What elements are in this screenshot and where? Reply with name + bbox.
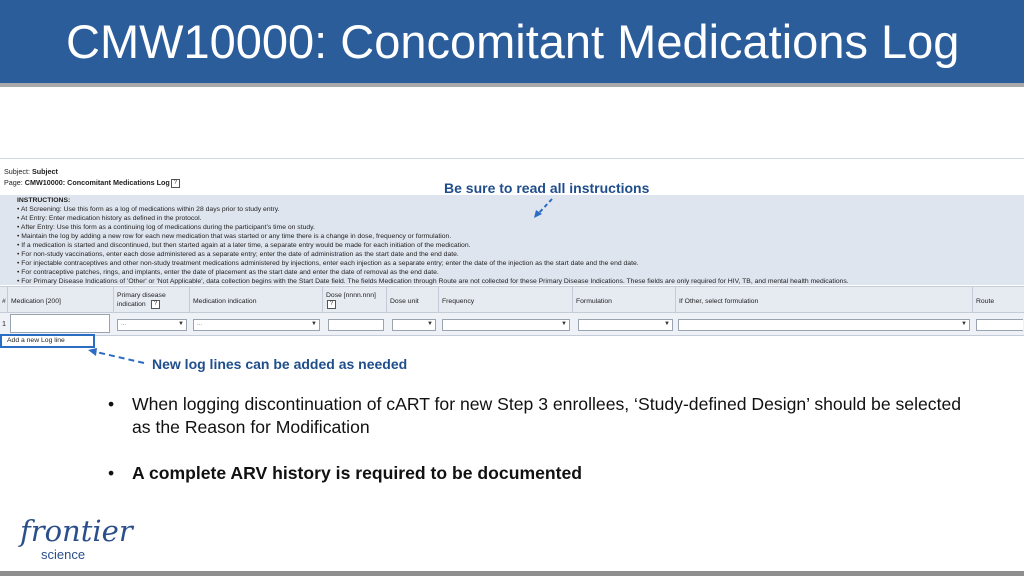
col-dose: Dose [nnnn.nnn] ? <box>322 287 387 312</box>
log-grid-header <box>0 286 1024 312</box>
dose-input[interactable] <box>328 319 384 331</box>
instruction-line: • If a medication is started and discontinued, but then started again at a later time, a separate entry would be made for each initiation of the medication. <box>17 242 471 249</box>
help-icon[interactable]: ? <box>327 300 336 309</box>
instruction-line: • For injectable contraceptives and other non-study treatment medications administered by injections, enter each injection as a separate entry; enter the date of the injection as the start date and the end date. <box>17 260 639 267</box>
col-formulation: Formulation <box>572 287 676 312</box>
page-value: CMW10000: Concomitant Medications Log <box>24 178 170 187</box>
instruction-line: • At Entry: Enter medication history as defined in the protocol. <box>17 215 202 222</box>
col-if-other: If Other, select formulation <box>675 287 973 312</box>
instruction-line: • At Screening: Use this form as a log of medications within 28 days prior to study entry. <box>17 206 280 213</box>
page-label: Page: <box>4 178 23 187</box>
logo-main-text: frontier <box>20 514 133 548</box>
logo-sub-text: science <box>41 547 86 562</box>
col-medication-indication: Medication indication <box>189 287 323 312</box>
col-primary-disease: Primary disease indication ? <box>113 287 190 312</box>
callout-add-lines: New log lines can be added as needed <box>152 356 408 372</box>
slide-title: CMW10000: Concomitant Medications Log <box>66 15 960 68</box>
route-select[interactable] <box>976 319 1023 331</box>
header-divider <box>0 83 1024 87</box>
medication-indication-select[interactable]: ... ▼ <box>193 319 320 331</box>
bullet-dot: • <box>108 394 115 414</box>
col-frequency: Frequency <box>438 287 573 312</box>
frontier-science-logo <box>20 514 133 562</box>
add-log-line-button[interactable]: Add a new Log line <box>0 334 95 348</box>
bullet-text: A complete ARV history is required to be documented <box>132 463 583 483</box>
formulation-select[interactable]: ▼ <box>578 319 673 331</box>
bullet-item <box>108 462 968 485</box>
col-num: # <box>2 298 6 305</box>
dose-unit-select[interactable]: ▼ <box>392 319 436 331</box>
bullet-list <box>108 393 968 485</box>
instructions-heading: INSTRUCTIONS: <box>17 197 71 204</box>
frequency-select[interactable]: ▼ <box>442 319 570 331</box>
footer-divider <box>0 571 1024 576</box>
row-number: 1 <box>2 319 6 328</box>
subject-value: Subject <box>31 167 58 176</box>
help-icon[interactable]: ? <box>151 300 160 309</box>
instruction-line: • After Entry: Use this form as a continuing log of medications during the participant’s time on study. <box>17 224 315 231</box>
log-row <box>0 312 1024 336</box>
instructions-panel <box>0 195 1024 285</box>
callout-read-instructions: Be sure to read all instructions <box>444 180 650 196</box>
divider <box>0 158 1024 159</box>
page-row <box>4 178 180 188</box>
instruction-line: • For contraceptive patches, rings, and implants, enter the date of placement as the start date and enter the date of removal as the end date. <box>17 269 439 276</box>
bullet-text: When logging discontinuation of cART for new Step 3 enrollees, ‘Study-defined Design’ should be selected as the Reason for Modification <box>132 394 962 437</box>
instruction-line: • For Primary Disease Indications of 'Other' or 'Not Applicable', data collection begins with the Start Date field. The fields Medication through Route are not collected for these Primary Disease Indications. These fields are only required for HIV, TB, and mental health medications. <box>17 278 849 285</box>
col-medication: Medication [200] <box>7 287 114 312</box>
if-other-select[interactable]: ▼ <box>678 319 970 331</box>
subject-label: Subject: <box>4 167 30 176</box>
primary-disease-select[interactable]: ... ▼ <box>117 319 187 331</box>
bullet-dot: • <box>108 463 115 483</box>
instruction-line: • For non-study vaccinations, enter each dose administered as a separate entry; enter the date of administration as the start date and the end date. <box>17 251 459 258</box>
col-dose-unit: Dose unit <box>386 287 439 312</box>
subject-row <box>4 167 58 176</box>
col-route: Route <box>972 287 1024 312</box>
medication-input[interactable] <box>10 314 110 333</box>
arrow-icon <box>86 346 148 368</box>
slide-header <box>0 0 1024 83</box>
instruction-line: • Maintain the log by adding a new row for each new medication that was started or any time there is a change in dose, frequency or formulation. <box>17 233 452 240</box>
bullet-item <box>108 393 968 439</box>
help-icon[interactable]: ? <box>171 179 180 188</box>
arrow-icon <box>530 196 558 222</box>
